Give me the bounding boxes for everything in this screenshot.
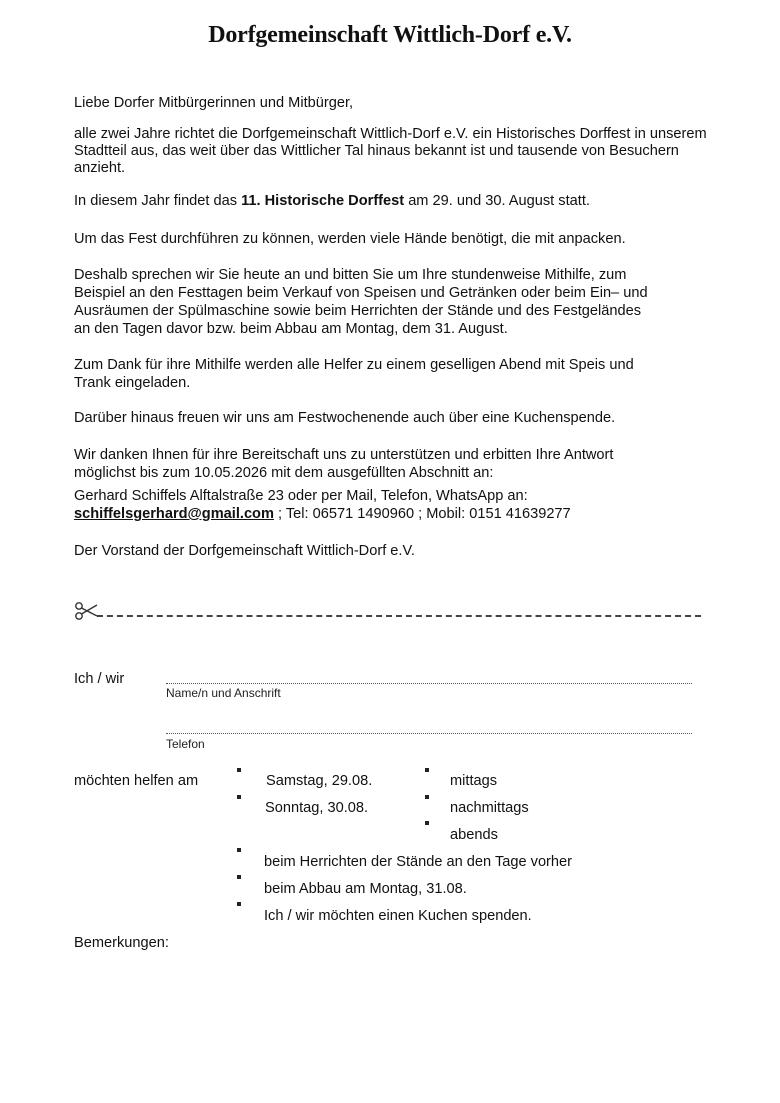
request-line: Deshalb sprechen wir Sie heute an und bitten Sie um Ihre stundenweise Mithilfe, zum: [74, 267, 627, 283]
checkbox-evening[interactable]: [425, 821, 429, 825]
reply-line: Wir danken Ihnen für ihre Bereitschaft uns zu unterstützen und erbitten Ihre Antwort: [74, 447, 614, 463]
checkbox-afternoon[interactable]: [425, 795, 429, 799]
option-teardown: beim Abbau am Montag, 31.08.: [264, 881, 467, 897]
cut-line: [97, 615, 701, 617]
event-text-post: am 29. und 30. August statt.: [404, 193, 590, 209]
help-label: möchten helfen am: [74, 773, 199, 789]
checkbox-cake[interactable]: [237, 902, 241, 906]
checkbox-midday[interactable]: [425, 768, 429, 772]
phone-field[interactable]: [166, 733, 692, 734]
name-field-label: Name/n und Anschrift: [166, 686, 281, 700]
request-line: an den Tagen davor bzw. beim Abbau am Montag, dem 31. August.: [74, 321, 508, 337]
request-line: Ausräumen der Spülmaschine sowie beim Herrichten der Stände und des Festgeländes: [74, 303, 642, 319]
signature: Der Vorstand der Dorfgemeinschaft Wittlich-Dorf e.V.: [74, 543, 415, 559]
event-text-pre: In diesem Jahr findet das: [74, 193, 242, 209]
checkbox-saturday[interactable]: [237, 768, 241, 772]
checkbox-teardown[interactable]: [237, 875, 241, 879]
salutation: Liebe Dorfer Mitbürgerinnen und Mitbürger,: [74, 95, 354, 111]
option-setup: beim Herrichten der Stände an den Tage vorher: [264, 854, 573, 870]
option-sunday: Sonntag, 30.08.: [265, 800, 369, 816]
contact-line: Gerhard Schiffels Alftalstraße 23 oder per Mail, Telefon, WhatsApp an:: [74, 488, 528, 504]
phone-numbers: ; Tel: 06571 1490960 ; Mobil: 0151 41639277: [273, 506, 571, 522]
phone-field-label: Telefon: [166, 737, 205, 751]
event-name: 11. Historische Dorffest: [241, 193, 405, 209]
checkbox-sunday[interactable]: [237, 795, 241, 799]
option-evening: abends: [450, 827, 498, 843]
scissors-icon: [74, 601, 98, 621]
option-saturday: Samstag, 29.08.: [266, 773, 373, 789]
intro-line: anzieht.: [74, 160, 126, 176]
request-line: Beispiel an den Festtagen beim Verkauf von Speisen und Getränken oder beim Ein– und: [74, 285, 648, 301]
contact-details: [74, 505, 571, 523]
who-label: Ich / wir: [74, 671, 125, 687]
hands-paragraph: Um das Fest durchführen zu können, werden viele Hände benötigt, die mit anpacken.: [74, 231, 626, 247]
email-link[interactable]: schiffelsgerhard@gmail.com: [74, 506, 274, 522]
intro-line: alle zwei Jahre richtet die Dorfgemeinschaft Wittlich-Dorf e.V. ein Historisches Dorffest in unserem: [74, 126, 707, 142]
page-title: Dorfgemeinschaft Wittlich-Dorf e.V.: [208, 22, 572, 48]
cake-paragraph: Darüber hinaus freuen wir uns am Festwochenende auch über eine Kuchenspende.: [74, 410, 616, 426]
remarks-label: Bemerkungen:: [74, 935, 169, 951]
reply-line: möglichst bis zum 10.05.2026 mit dem ausgefüllten Abschnitt an:: [74, 465, 494, 481]
option-cake: Ich / wir möchten einen Kuchen spenden.: [264, 908, 532, 924]
name-address-field[interactable]: [166, 683, 692, 684]
thanks-line: Zum Dank für ihre Mithilfe werden alle Helfer zu einem geselligen Abend mit Speis und: [74, 357, 634, 373]
option-afternoon: nachmittags: [450, 800, 529, 816]
checkbox-setup[interactable]: [237, 848, 241, 852]
thanks-line: Trank eingeladen.: [74, 375, 191, 391]
event-paragraph: [74, 192, 590, 210]
option-midday: mittags: [450, 773, 498, 789]
intro-line: Stadtteil aus, das weit über das Wittlicher Tal hinaus bekannt ist und tausende von Besuchern: [74, 143, 679, 159]
